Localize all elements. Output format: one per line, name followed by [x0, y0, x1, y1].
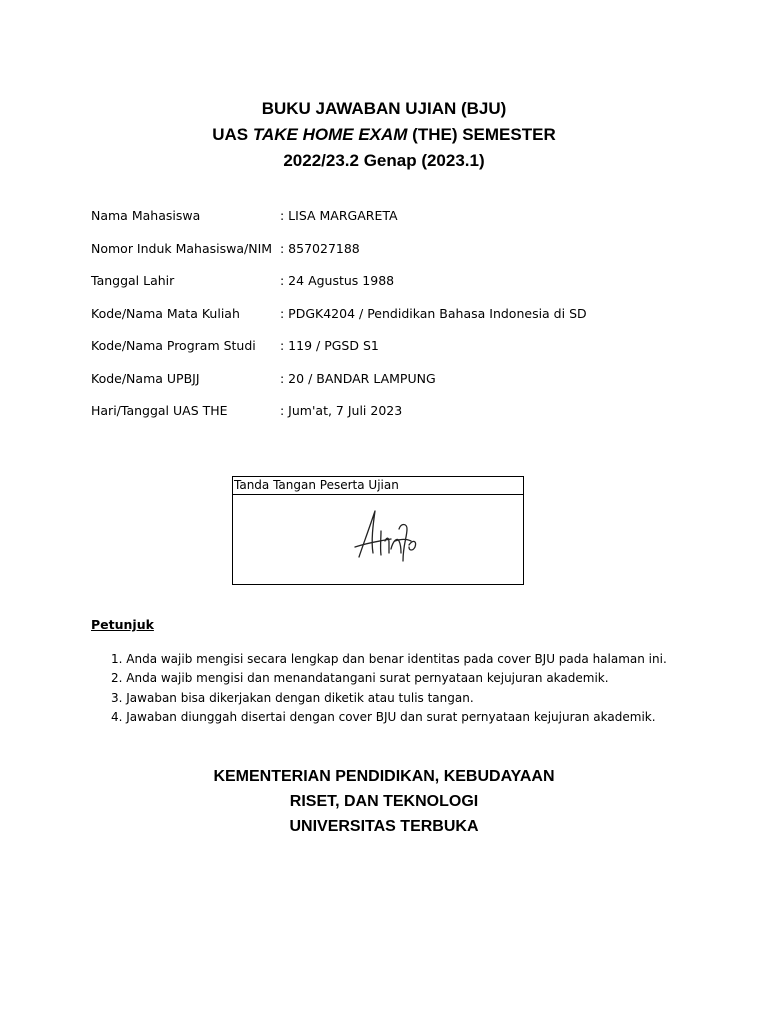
footer-line-3: UNIVERSITAS TERBUKA: [289, 818, 479, 835]
list-item: 4. Jawaban diunggah disertai dengan cover BJU dan surat pernyataan kejujuran akademik.: [111, 709, 656, 724]
footer-line-2: RISET, DAN TEKNOLOGI: [289, 793, 479, 810]
identity-row: [91, 273, 711, 306]
identity-value: : 857027188: [280, 240, 360, 256]
identity-label: Kode/Nama Mata Kuliah: [91, 305, 240, 321]
signature-image: [351, 505, 421, 571]
document-title: [0, 96, 768, 174]
identity-value: : Jum'at, 7 Juli 2023: [280, 403, 403, 418]
identity-row: [91, 403, 711, 436]
instructions-title: Petunjuk: [91, 617, 154, 632]
identity-value: : 119 / PGSD S1: [280, 338, 379, 353]
identity-row: [91, 371, 711, 404]
identity-label: Kode/Nama UPBJJ: [91, 370, 200, 386]
list-item: 3. Jawaban bisa dikerjakan dengan diketik atau tulis tangan.: [111, 690, 474, 705]
title-line-3: 2022/23.2 Genap (2023.1): [283, 151, 485, 170]
identity-label: Nomor Induk Mahasiswa/NIM: [91, 240, 273, 256]
identity-value: : 20 / BANDAR LAMPUNG: [280, 370, 436, 386]
identity-row: [91, 306, 711, 339]
identity-table: [91, 208, 711, 436]
footer-line-1: KEMENTERIAN PENDIDIKAN, KEBUDAYAAN: [213, 768, 555, 785]
signature-area: [233, 495, 523, 584]
identity-value: : LISA MARGARETA: [280, 208, 398, 223]
identity-row: [91, 208, 711, 241]
title-line-2-italic: TAKE HOME EXAM: [252, 125, 408, 144]
title-line-1: BUKU JAWABAN UJIAN (BJU): [261, 99, 507, 118]
list-item: 2. Anda wajib mengisi dan menandatangani surat pernyataan kejujuran akademik.: [111, 671, 609, 686]
identity-label: Kode/Nama Program Studi: [91, 338, 256, 353]
identity-row: [91, 241, 711, 274]
list-item: 1. Anda wajib mengisi secara lengkap dan benar identitas pada cover BJU pada halaman ini.: [111, 652, 667, 666]
signature-header: Tanda Tangan Peserta Ujian: [233, 477, 523, 495]
title-line-2-prefix: UAS: [212, 125, 253, 144]
institution-footer: [0, 764, 768, 839]
signature-box: [232, 476, 524, 585]
identity-row: [91, 338, 711, 371]
title-line-2: [0, 122, 768, 148]
identity-value: : PDGK4204 / Pendidikan Bahasa Indonesia di SD: [280, 305, 587, 321]
title-line-2-suffix: (THE) SEMESTER: [407, 125, 556, 144]
instructions-list: [111, 650, 667, 727]
identity-value: : 24 Agustus 1988: [280, 273, 395, 288]
identity-label: Tanggal Lahir: [91, 273, 175, 288]
identity-label: Hari/Tanggal UAS THE: [91, 403, 228, 418]
identity-label: Nama Mahasiswa: [91, 208, 201, 223]
